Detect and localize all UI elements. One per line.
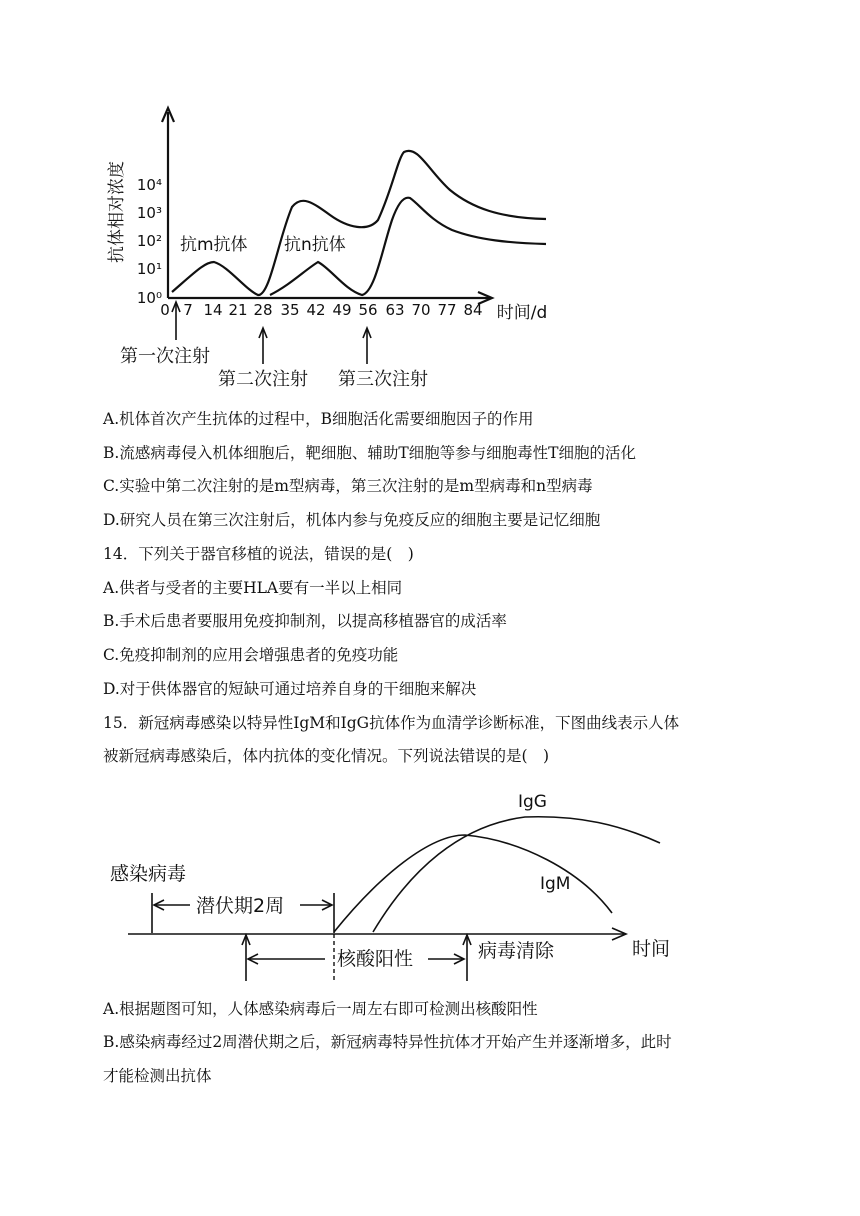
x-tick: 63 — [385, 301, 405, 319]
q13-option-a: A.机体首次产生抗体的过程中，B细胞活化需要细胞因子的作用 — [103, 410, 534, 428]
y-tick: 10⁰ — [136, 289, 162, 307]
q13-option-d: D.研究人员在第三次注射后，机体内参与免疫反应的细胞主要是记忆细胞 — [103, 511, 601, 529]
anti-m-curve — [172, 151, 546, 295]
x-tick: 21 — [228, 301, 248, 319]
injection-3-label: 第三次注射 — [338, 369, 428, 390]
y-tick: 10⁴ — [136, 176, 162, 194]
x-tick: 42 — [306, 301, 326, 319]
injection-2-label: 第二次注射 — [218, 369, 308, 390]
igg-curve — [373, 817, 660, 932]
q13-option-c: C.实验中第二次注射的是m型病毒，第三次注射的是m型病毒和n型病毒 — [103, 477, 593, 495]
anti-m-label: 抗m抗体 — [180, 235, 248, 255]
q15-option-a: A.根据题图可知，人体感染病毒后一周左右即可检测出核酸阳性 — [103, 1000, 538, 1018]
x-tick: 77 — [437, 301, 457, 319]
latency-label: 潜伏期2周 — [196, 895, 285, 917]
y-axis-label: 抗体相对浓度 — [107, 161, 127, 263]
q15-option-b: B.感染病毒经过2周潜伏期之后，新冠病毒特异性抗体才开始产生并逐渐增多，此时 — [103, 1033, 672, 1051]
y-tick: 10² — [136, 232, 162, 250]
x-tick: 14 — [203, 301, 223, 319]
time-label: 时间 — [632, 938, 671, 960]
anti-n-label: 抗n抗体 — [284, 235, 346, 255]
q14-option-a: A.供者与受者的主要HLA要有一半以上相同 — [103, 579, 403, 597]
q14-stem: 14．下列关于器官移植的说法，错误的是( ) — [103, 545, 414, 563]
x-tick: 56 — [358, 301, 378, 319]
x-tick: 49 — [332, 301, 352, 319]
y-tick: 10¹ — [136, 260, 162, 278]
x-tick: 0 — [160, 301, 170, 319]
igg-label: IgG — [518, 792, 547, 812]
q15-stem-line1: 15．新冠病毒感染以特异性IgM和IgG抗体作为血清学诊断标准，下图曲线表示人体 — [103, 714, 680, 732]
injection-1-label: 第一次注射 — [120, 346, 210, 367]
x-tick: 70 — [411, 301, 431, 319]
x-tick: 28 — [253, 301, 273, 319]
q13-option-b: B.流感病毒侵入机体细胞后，靶细胞、辅助T细胞等参与细胞毒性T细胞的活化 — [103, 444, 636, 462]
igm-label: IgM — [540, 874, 571, 894]
q14-option-c: C.免疫抑制剂的应用会增强患者的免疫功能 — [103, 646, 399, 664]
q14-option-d: D.对于供体器官的短缺可通过培养自身的干细胞来解决 — [103, 680, 477, 698]
x-axis-label: 时间/d — [496, 303, 548, 323]
q15-stem-line2: 被新冠病毒感染后，体内抗体的变化情况。下列说法错误的是( ) — [103, 747, 550, 765]
x-tick: 35 — [280, 301, 300, 319]
x-tick: 7 — [183, 301, 193, 319]
nucleic-positive-label: 核酸阳性 — [337, 948, 414, 970]
y-tick: 10³ — [136, 204, 162, 222]
x-tick: 84 — [463, 301, 483, 319]
igm-igg-figure — [0, 785, 860, 985]
q15-option-b-cont: 才能检测出抗体 — [103, 1067, 212, 1085]
infection-label: 感染病毒 — [110, 863, 187, 885]
virus-cleared-label: 病毒清除 — [478, 940, 555, 962]
antibody-concentration-figure — [0, 0, 860, 395]
q14-option-b: B.手术后患者要服用免疫抑制剂，以提高移植器官的成活率 — [103, 612, 507, 630]
